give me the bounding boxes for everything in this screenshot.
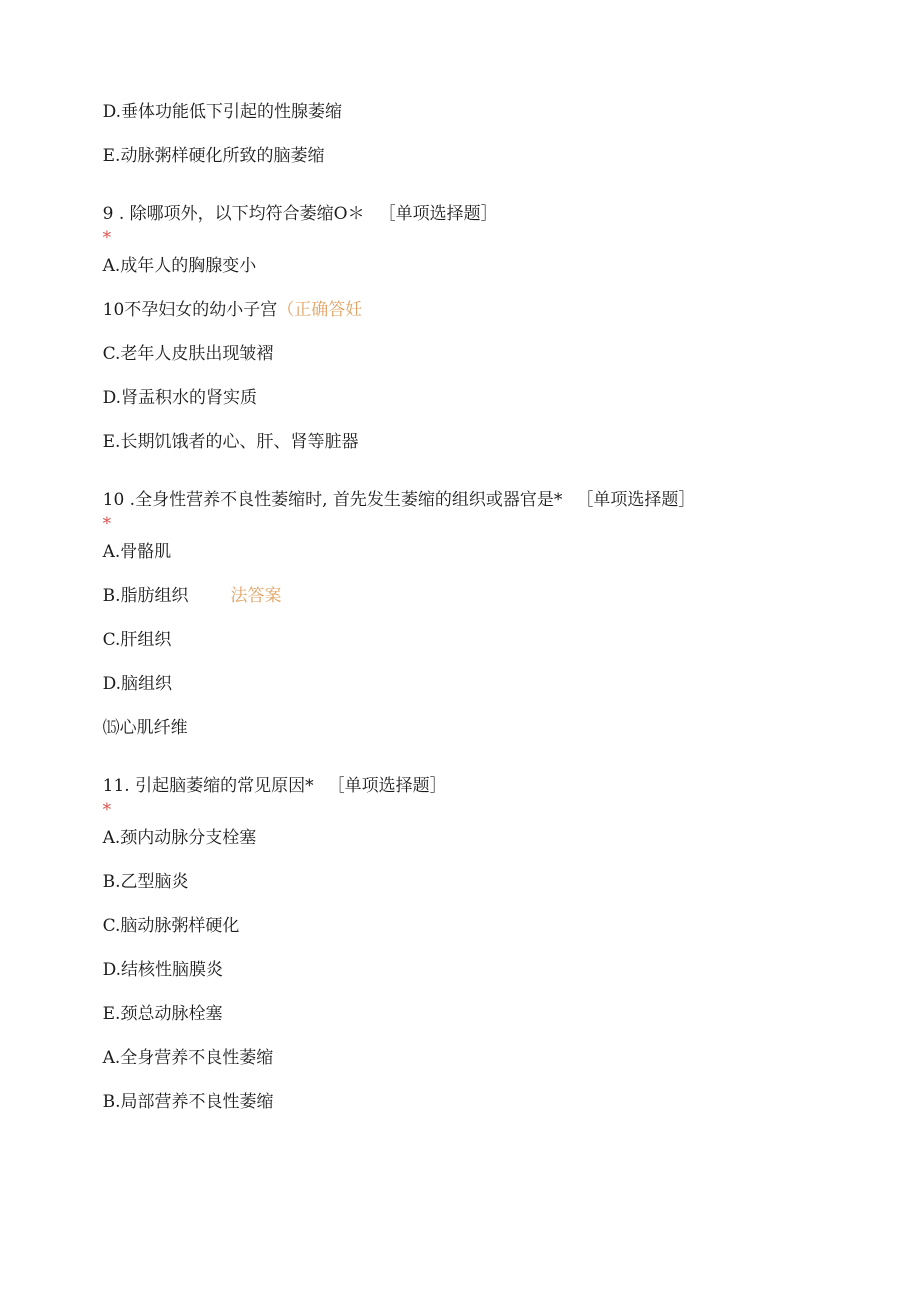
option-d-q9: D.肾盂积水的肾实质 [102,388,258,408]
option-a-next: A.全身营养不良性萎缩 [102,1048,274,1068]
option-e-q10: ⒂心肌纤维 [102,718,188,738]
question-number: 11. [102,776,130,796]
option-d-q11: D.结核性脑膜炎 [102,960,224,980]
option-b-next: B.局部营养不良性萎缩 [102,1092,274,1112]
option-a-q11: A.颈内动脉分支栓塞 [102,828,257,848]
option-d-q8: D.垂体功能低下引起的性腺萎缩 [102,102,343,122]
question-type-tag: ［单项选择题］ [576,490,696,510]
option-b-q11: B.乙型脑炎 [102,872,189,892]
option-a-q10: A.骨骼肌 [102,542,172,562]
question-number: 10 [102,490,125,510]
option-c-q9: C.老年人皮肤出现皱褶 [102,344,274,364]
option-c-q11: C.脑动脉粥样硬化 [102,916,240,936]
answer-annotation: （正确答妊 [277,300,363,320]
answer-annotation: 法答案 [230,586,282,606]
question-type-tag: ［单项选择题］ [378,204,498,224]
option-e-q8: E.动脉粥样硬化所致的脑萎缩 [102,146,325,166]
question-text: . 除哪项外，以下均符合萎缩O＊ [113,204,365,224]
option-c-q10: C.肝组织 [102,630,172,650]
option-a-q9: A.成年人的胸腺变小 [102,256,257,276]
option-d-q10: D.脑组织 [102,674,173,694]
option-e-q9: E.长期饥饿者的心、肝、肾等脏器 [102,432,359,452]
option-b-q10: B.脂肪组织 法答案 [102,586,282,606]
question-text: 引起脑萎缩的常见原因* [129,776,314,796]
question-text: .全身性营养不良性萎缩时, 首先发生萎缩的组织或器官是* [124,490,563,510]
required-asterisk: * [102,514,112,534]
required-asterisk: * [102,228,112,248]
required-asterisk: * [102,800,112,820]
question-type-tag: ［单项选择题］ [327,776,447,796]
option-e-q11: E.颈总动脉栓塞 [102,1004,223,1024]
option-b-q9: 10不孕妇女的幼小子宫（正确答妊 [102,300,363,320]
question-number: 9 [102,204,114,224]
question-10 [81,464,695,560]
